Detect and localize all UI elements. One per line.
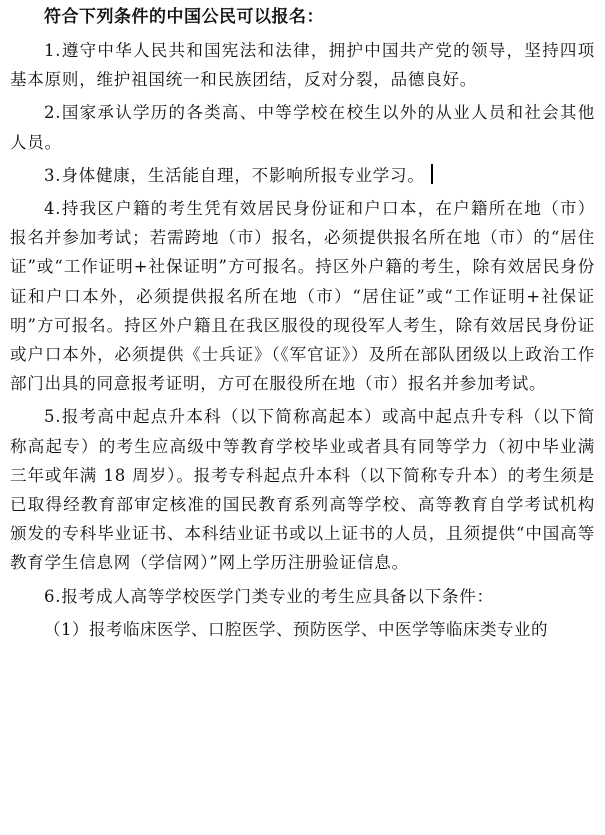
condition-4-paragraph: 4.持我区户籍的考生凭有效居民身份证和户口本，在户籍所在地（市）报名并参加考试；若需跨地（市）报名，必须提供报名所在地（市）的“居住证”或“工作证明+社保证明”方可报名。持区外户籍的考生，除有效居民身份证和户口本外，必须提供报名所在地（市）“居住证”或“工作证明+社保证明”方可报名。持区外户籍且在我区服役的现役军人考生，除有效居民身份证或户口本外，必须提供《士兵证》（《军官证》）及所在部队团级以上政治工作部门出具的同意报考证明，方可在服役所在地（市）报名并参加考试。 [10,199,595,394]
condition-3-text: 3.身体健康，生活能自理，不影响所报专业学习。 [44,165,425,185]
condition-6-1-paragraph: （1）报考临床医学、口腔医学、预防医学、中医学等临床类专业的 [44,619,548,639]
condition-1-paragraph: 1.遵守中华人民共和国宪法和法律，拥护中国共产党的领导，坚持四项基本原则，维护祖国统一和民族团结，反对分裂，品德良好。 [10,41,595,90]
condition-3-paragraph [10,161,595,190]
condition-5-paragraph: 5.报考高中起点升本科（以下简称高起本）或高中起点升专科（以下简称高起专）的考生应高级中等教育学校毕业或者具有同等学力（初中毕业满三年或年满 18 周岁）。报考专科起点升本科（以下简称专升本）的考生须是已取得经教育部审定核准的国民教育系列高等学校、高等教育自学考试机构颁发的专科毕业证书、本科结业证书或以上证书的人员，且须提供“中国高等教育学生信息网（学信网）”网上学历注册验证信息。 [10,407,595,573]
text-cursor [431,164,433,184]
condition-2-paragraph: 2.国家承认学历的各类高、中等学校在校生以外的从业人员和社会其他人员。 [10,103,595,152]
condition-6-paragraph: 6.报考成人高等学校医学门类专业的考生应具备以下条件： [44,586,494,606]
section-heading: 符合下列条件的中国公民可以报名： [44,7,324,27]
